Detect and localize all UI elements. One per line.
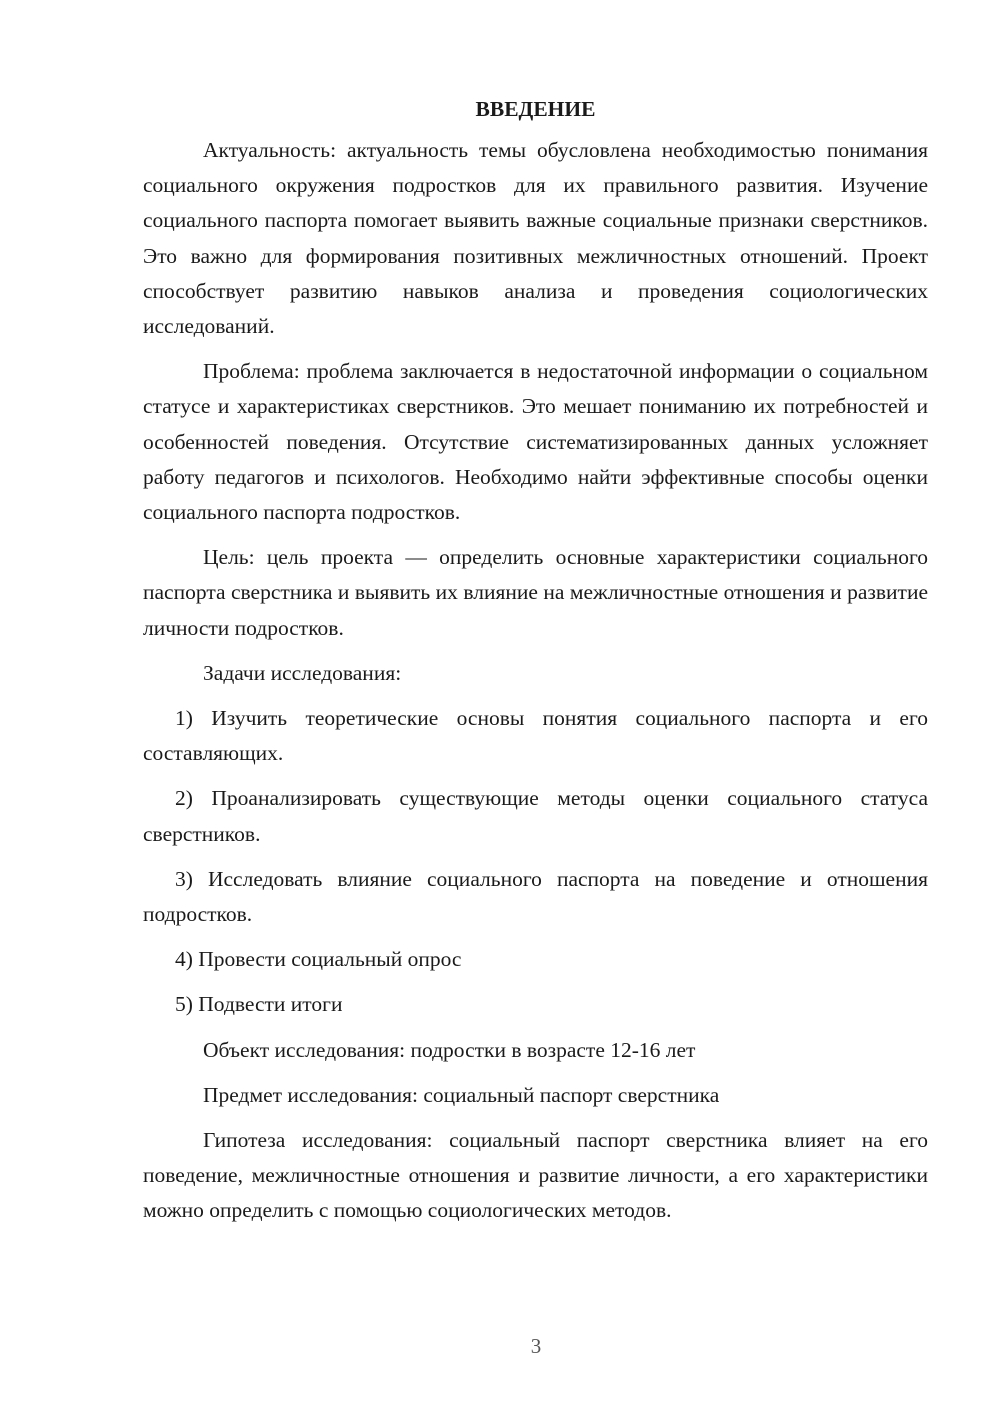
object-paragraph: Объект исследования: подростки в возрасте 12-16 лет: [203, 1037, 696, 1062]
task-item-5: 5) Подвести итоги: [175, 992, 343, 1017]
tasks-heading: Задачи исследования:: [203, 660, 402, 685]
hypothesis-paragraph: Гипотеза исследования: социальный паспорт сверстника влияет на его поведение, межличностные отношения и развитие личности, а его характеристики можно определить с помощью социологических методов.: [143, 1128, 928, 1223]
problem-paragraph: Проблема: проблема заключается в недостаточной информации о социальном статусе и характеристиках сверстников. Это мешает пониманию их потребностей и особенностей поведения. Отсутствие систематизированных данных усложняет работу педагогов и психологов. Необходимо найти эффективные способы оценки социального паспорта подростков.: [143, 359, 928, 525]
task-item-3: 3) Исследовать влияние социального паспорта на поведение и отношения подростков.: [143, 866, 928, 927]
document-page: [143, 92, 928, 1239]
task-item-4: 4) Провести социальный опрос: [175, 947, 462, 972]
task-item-2: 2) Проанализировать существующие методы оценки социального статуса сверстников.: [143, 786, 928, 846]
task-item-1: 1) Изучить теоретические основы понятия социального паспорта и его составляющих.: [143, 706, 928, 766]
page-title: ВВЕДЕНИЕ: [475, 97, 596, 121]
goal-paragraph: Цель: цель проекта — определить основные характеристики социального паспорта сверстника и выявить их влияние на межличностные отношения и развитие личности подростков.: [143, 545, 928, 640]
relevance-paragraph: Актуальность: актуальность темы обусловлена необходимостью понимания социального окружения подростков для их правильного развития. Изучение социального паспорта помогает выявить важные социальные признаки сверстников. Это важно для формирования позитивных межличностных отношений. Проект способствует развитию навыков анализа и проведения социологических исследований.: [143, 138, 928, 339]
subject-paragraph: Предмет исследования: социальный паспорт сверстника: [203, 1082, 720, 1107]
page-number: 3: [530, 1334, 542, 1358]
